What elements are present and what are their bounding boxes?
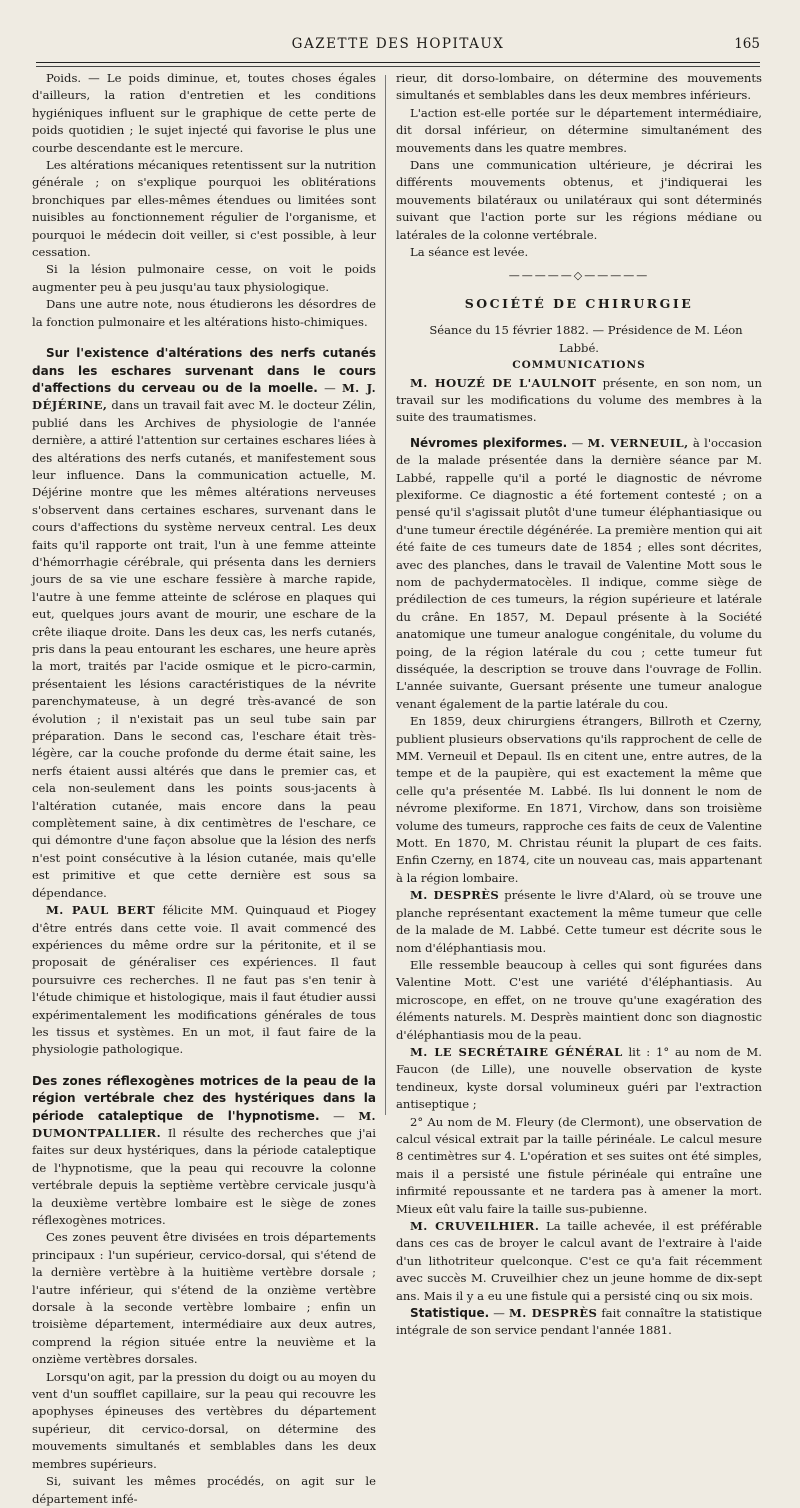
column-divider (385, 75, 386, 1115)
article-nevromes: Névromes plexiformes. — M. VERNEUIL, à l'occasion de la malade présentée dans la dernière séance par M. Labbé, rappelle qu'il a porté le diagnostic de névrome plexiforme. Ce diagnostic a été fortement contesté ; on a pensé qu'il s'agissait plutôt d'une tumeur éléphantiasique ou d'une tumeur érectile dégénérée. La première mention qui ait été faite de ces tumeurs date de 1854 ; elles sont décrites, avec des planches, dans le travail de Valentine Mott sous le nom de pachydermatocèles. Il indique, comme siège de prédilection de ces tumeurs, la région supérieure et latérale du crâne. En 1857, M. Depaul présente à la Société anatomique une tumeur analogue congénitale, du volume du poing, de la région latérale du cou ; cette tumeur fut disséquée, la description se trouve dans l'ouvrage de Follin. L'année suivante, Guersant présente une tumeur analogue venant également de la partie latérale du cou. (396, 435, 763, 711)
author-name: M. HOUZÉ DE L'AULNOIT (410, 375, 597, 390)
author-name: M. PAUL BERT (46, 903, 156, 918)
paragraph: La séance est levée. (410, 245, 529, 260)
article-body: La taille achevée, il est préférable dans ces cas de broyer le calcul avant de l'extraire à l'aide d'un lithotriteur quelconque. C'est ce qu'a fait récemment avec succès M. Cruveilhier chez un jeune homme de dix-sept ans. Mais il y a eu une fistule qui a persisté cinq ou six mois. (396, 1219, 762, 1303)
article-cruveilhier (396, 1218, 762, 1305)
paragraph: Poids. — Le poids diminue, et, toutes choses égales d'ailleurs, la ration d'entretien et les conditions hygiéniques influent sur le graphique de cette perte de poids quotidien ; le sujet injecté qui favorise le plus une courbe descendante est le mercure. (32, 71, 376, 155)
header-rule-thin (36, 66, 760, 67)
article-houze (396, 375, 762, 427)
page-number: 165 (734, 36, 760, 52)
article-body: félicite MM. Quinquaud et Piogey d'être entrés dans cette voie. Il avait commencé des expériences du même ordre sur la péritonite, et il se proposait de généraliser ces expériences. Il faut poursuivre ces recherches. Il ne faut pas s'en tenir à l'étude chimique et histologique, mais il faut étudier aussi expérimentalement les modifications générales de tous les tissus et systèmes. En un mot, il faut faire de la physiologie pathologique. (32, 903, 377, 1057)
paragraph: Lorsqu'on agit, par la pression du doigt ou au moyen du vent d'un soufflet capillaire, sur la peau qui recouvre les apophyses épineuses des vertèbres du département supérieur, dit cervico-dorsal, on détermine des mouvements simultanés et semblables dans les deux membres supérieurs. (32, 1369, 376, 1471)
article-body: à l'occasion de la malade présentée dans la dernière séance par M. Labbé, rappelle qu'il a porté le diagnostic de névrome plexiforme. Ce diagnostic a été fortement contesté ; on a pensé qu'il s'agissait plutôt d'une tumeur éléphantiasique ou d'une tumeur érectile dégénérée. La première mention qui ait été faite de ces tumeurs date de 1854 ; elles sont décrites, avec des planches, dans le travail de Valentine Mott sous le nom de pachydermatocèles. Il indique, comme siège de prédilection de ces tumeurs, la région supérieure et latérale du crâne. En 1857, M. Depaul présente à la Société anatomique une tumeur analogue congénitale, du volume du poing, de la région latérale du cou ; cette tumeur fut disséquée, la description se trouve dans l'ouvrage de Follin. L'année suivante, Guersant présente une tumeur analogue venant également de la partie latérale du cou. (396, 435, 763, 711)
article-body: dans un travail fait avec M. le docteur Zélin, publié dans les Archives de physiologie de l'année dernière, a attiré l'attention sur certaines eschares liées à des altérations des nerfs cutanés, et manifestement sous leur influence. Dans la communication actuelle, M. Déjérine montre que les mêmes altérations nerveuses s'observent dans certaines eschares, survenant dans le cours d'affections du système nerveux central. Les deux faits qu'il rapporte ont trait, l'un à une femme atteinte d'hémorrhagie cérébrale, qui présenta dans les derniers jours de sa vie une eschare fessière à marche rapide, l'autre à une femme atteinte de sclérose en plaques qui eut, quelques jours avant de mourir, une eschare de la crête iliaque droite. Dans les deux cas, les nerfs cutanés, pris dans la peau entourant les eschares, une heure après la mort, traités par l'acide osmique et le picro-carmin, présentaient les lésions caractéristiques de la névrite parenchymateuse, à un degré très-avancé de son évolution ; il n'existait pas un seul tube sain par préparation. Dans le second cas, l'eschare était très-légère, car la couche profonde du derme était saine, les nerfs étaient aussi altérés que dans le premier cas, et cela non-seulement dans les points sous-jacents à l'altération cutanée, mais encore dans la peau complètement saine, à dix centimètres de l'eschare, ce qui démontre d'une façon absolue que la lésion des nerfs n'est point consécutive à la lésion cutanée, mais qu'elle est primitive et que cette dernière est sous sa dépendance. (32, 398, 376, 900)
paragraph: Ces zones peuvent être divisées en trois départements principaux : l'un supérieur, cervico-dorsal, qui s'étend de la dernière vertèbre à la huitième vertèbre dorsale ; l'autre inférieur, qui s'étend de la onzième vertèbre dorsale à la seconde vertèbre lombaire ; enfin un troisième département, intermédiaire aux deux autres, comprend la région située entre la neuvième et la onzième vertèbres dorsales. (32, 1230, 376, 1367)
paragraph: rieur, dit dorso-lombaire, on détermine des mouvements simultanés et semblables dans les deux membres inférieurs. (396, 71, 762, 103)
article-dumontpallier: Des zones réflexogènes motrices de la peau de la région vertébrale chez des hystériques dans la période cataleptique de l'hypnotisme. — M. DUMONTPALLIER. Il résulte des recherches que j'ai faites sur deux hystériques, dans la période cataleptique de l'hypnotisme, que la peau qui recouvre la colonne vertébrale depuis la septième vertèbre cervicale jusqu'à la deuxième vertèbre lombaire est le siège de zones réflexogènes motrices. (32, 1073, 377, 1227)
paragraph: En 1859, deux chirurgiens étrangers, Billroth et Czerny, publient plusieurs observations qu'ils rapprochent de celle de MM. Verneuil et Depaul. Ils en citent une, entre autres, de la tempe et de la paupière, qui est exactement la même que celle qu'a présentée M. Labbé. Ils lui donnent le nom de névrome plexiforme. En 1871, Virchow, dans son troisième volume des tumeurs, rapproche ces faits de ceux de Valentine Mott. En 1870, M. Christau réunit la plupart de ces faits. Enfin Czerny, en 1874, cite un nouveau cas, mais appartenant à la région lombaire. (396, 714, 762, 885)
communications-heading: COMMUNICATIONS (512, 359, 646, 372)
article-body: lit : 1° au nom de M. Faucon (de Lille), une nouvelle observation de kyste tendineux, kyste dorsal volumineux guéri par l'extraction antiseptique ; (396, 1044, 762, 1112)
paragraph: 2° Au nom de M. Fleury (de Clermont), une observation de calcul vésical extrait par la taille périnéale. Le calcul mesure 8 centimètres sur 4. L'opération et ses suites ont été simples, mais il a persisté une fistule périnéale qui entraîne une infirmité repoussante et ne tardera pas à amener la mort. Mieux eût valu faire la taille sus-pubienne. (396, 1114, 762, 1216)
page-header (36, 36, 760, 58)
paragraph: Dans une communication ultérieure, je décrirai les différents mouvements obtenus, et j'indiquerai les mouvements bilatéraux ou unilatéraux qui sont déterminés suivant que l'action porte sur les régions médiane ou latérales de la colonne vertébrale. (396, 158, 762, 242)
article-body: présente, en son nom, un travail sur les modifications du volume des membres à la suite des traumatismes. (396, 375, 762, 425)
author-name: M. J. DÉJÉRINE, (32, 380, 377, 413)
author-name: M. CRUVEILHIER. (410, 1219, 540, 1233)
author-name: M. LE SECRÉTAIRE GÉNÉRAL (410, 1044, 623, 1059)
article-deje: Sur l'existence d'altérations des nerfs cutanés dans les eschares survenant dans le cours d'affections du cerveau ou de la moelle. — M. J. DÉJÉRINE, dans un travail fait avec M. le docteur Zélin, publié dans les Archives de physiologie de l'année dernière, a attiré l'attention sur certaines eschares liées à des altérations des nerfs cutanés, et manifestement sous leur influence. Dans la communication actuelle, M. Déjérine montre que les mêmes altérations nerveuses s'observent dans certaines eschares, survenant dans le cours d'affections du système nerveux central. Les deux faits qu'il rapporte ont trait, l'un à une femme atteinte d'hémorrhagie cérébrale, qui présenta dans les derniers jours de sa vie une eschare fessière à marche rapide, l'autre à une femme atteinte de sclérose en plaques qui eut, quelques jours avant de mourir, une eschare de la crête iliaque droite. Dans les deux cas, les nerfs cutanés, pris dans la peau entourant les eschares, une heure après la mort, traités par l'acide osmique et le picro-carmin, présentaient les lésions caractéristiques de la névrite parenchymateuse, à un degré très-avancé de son évolution ; il n'existait pas un seul tube sain par préparation. Dans le second cas, l'eschare était très-légère, car la couche profonde du derme était saine, les nerfs étaient aussi altérés que dans le premier cas, et cela non-seulement dans les points sous-jacents à l'altération cutanée, mais encore dans la peau complètement saine, à dix centimètres de l'eschare, ce qui démontre d'une façon absolue que la lésion des nerfs n'est point consécutive à la lésion cutanée, mais qu'elle est primitive et que cette dernière est sous sa dépendance. (32, 346, 377, 900)
article-secretaire (396, 1044, 762, 1114)
article-title: Des zones réflexogènes motrices de la peau de la région vertébrale chez des hystériques dans la période cataleptique de l'hypnotisme. (32, 1073, 376, 1123)
journal-title: GAZETTE DES HOPITAUX (291, 36, 505, 52)
article-despres (396, 887, 762, 957)
left-column (32, 70, 376, 1508)
author-name: M. VERNEUIL, (587, 435, 689, 450)
author-name: M. DESPRÈS (509, 1306, 598, 1321)
session-line: Séance du 15 février 1882. — Présidence de M. Léon Labbé. (429, 323, 743, 355)
article-title: Sur l'existence d'altérations des nerfs cutanés dans les eschares survenant dans le cours d'affections du cerveau ou de la moelle. (32, 346, 376, 395)
paragraph: L'action est-elle portée sur le département intermédiaire, dit dorsal inférieur, on détermine simultanément des mouvements dans les quatre membres. (396, 105, 762, 155)
right-column (396, 70, 762, 1340)
paragraph: Si la lésion pulmonaire cesse, on voit le poids augmenter peu à peu jusqu'au taux physiologique. (32, 262, 376, 294)
author-name: M. DESPRÈS (410, 888, 500, 903)
paragraph: Elle ressemble beaucoup à celles qui sont figurées dans Valentine Mott. C'est une variété d'éléphantiasis. Au microscope, en effet, on ne trouve qu'une exagération des éléments naturels. M. Desprès maintient donc son diagnostic d'éléphantiasis mou de la peau. (396, 957, 762, 1042)
paragraph: Dans une autre note, nous étudierons les désordres de la fonction pulmonaire et les altérations histo-chimiques. (32, 297, 376, 329)
article-title: Névromes plexiformes. (410, 435, 568, 450)
header-rule (36, 62, 760, 63)
article-title: Statistique. (410, 1306, 490, 1321)
article-bert (32, 902, 376, 1059)
author-name: M. DUMONTPALLIER. (32, 1108, 376, 1140)
paragraph: Si, suivant les mêmes procédés, on agit sur le département infé- (32, 1474, 376, 1506)
article-body: Il résulte des recherches que j'ai faites sur deux hystériques, dans la période cataleptique de l'hypnotisme, que la peau qui recouvre la colonne vertébrale depuis la septième vertèbre cervicale jusqu'à la deuxième vertèbre lombaire est le siège de zones réflexogènes motrices. (32, 1125, 377, 1227)
article-body: fait connaître la statistique intégrale de son service pendant l'année 1881. (396, 1306, 763, 1338)
paragraph: Les altérations mécaniques retentissent sur la nutrition générale ; on s'explique pourquoi les oblitérations bronchiques par elles-mêmes étendues ou limitées sont nuisibles au fonctionnement régulier de l'organisme, et pourquoi le médecin doit veiller, si c'est possible, à leur cessation. (32, 158, 376, 260)
section-ornament: —————◇————— (508, 269, 650, 283)
article-statistique: Statistique. — M. DESPRÈS fait connaître la statistique intégrale de son service pendant l'année 1881. (396, 1306, 763, 1338)
article-body: présente le livre d'Alard, où se trouve une planche représentant exactement la même tumeur que celle de la malade de M. Labbé. Cette tumeur est décrite sous le nom d'éléphantiasis mou. (396, 888, 763, 955)
society-heading: SOCIÉTÉ DE CHIRURGIE (464, 295, 694, 311)
